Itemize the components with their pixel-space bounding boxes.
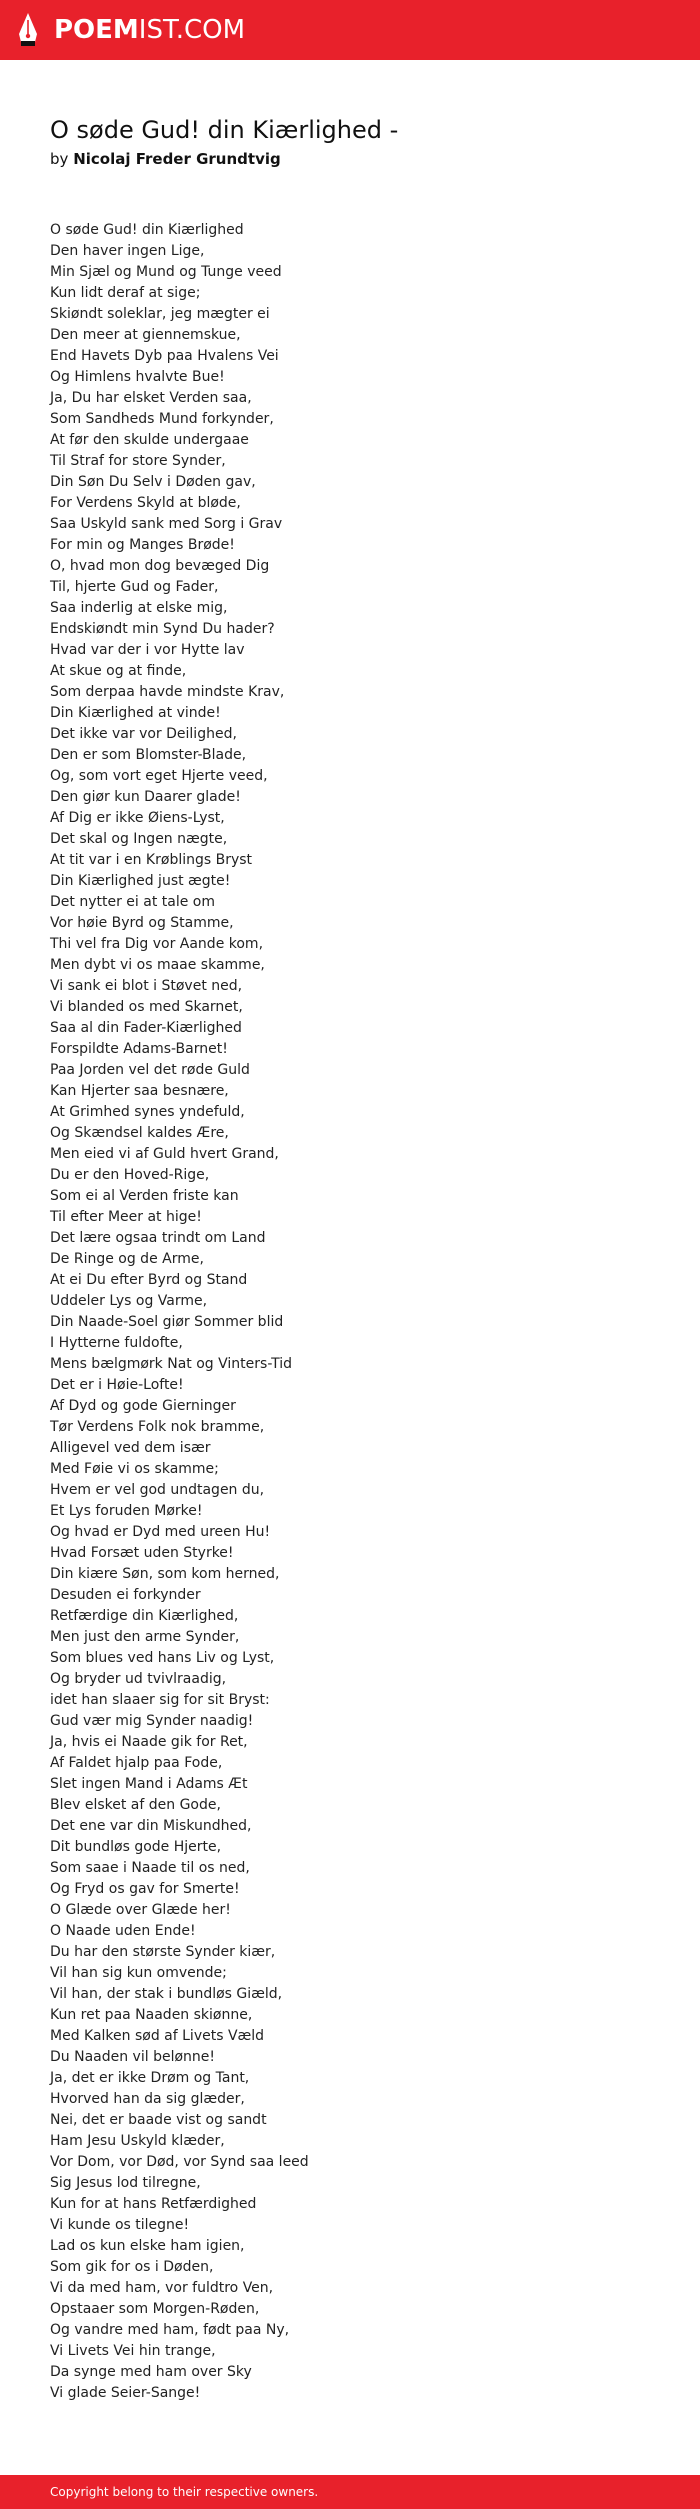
poem-line: Gud vær mig Synder naadig! xyxy=(50,1713,254,1729)
poem-line: Du Naaden vil belønne! xyxy=(50,2049,215,2065)
poem-line: Som saae i Naade til os ned, xyxy=(50,1860,250,1876)
copyright-text: Copyright belong to their respective owners. xyxy=(50,2485,319,2499)
poem-line: Endskiøndt min Synd Du hader? xyxy=(50,621,275,637)
poem-line: Af Dyd og gode Gierninger xyxy=(50,1398,236,1414)
poem-line: Vor Dom, vor Død, vor Synd saa leed xyxy=(50,2154,309,2170)
poem-line: Tør Verdens Folk nok bramme, xyxy=(50,1419,265,1435)
poem-line: Men eied vi af Guld hvert Grand, xyxy=(50,1146,279,1162)
poem-line: Vi kunde os tilegne! xyxy=(50,2217,190,2233)
poem-line: Kan Hjerter saa besnære, xyxy=(50,1083,229,1099)
poem-line: Min Sjæl og Mund og Tunge veed xyxy=(50,264,282,280)
site-logo-text xyxy=(54,12,245,48)
poem-line: O Naade uden Ende! xyxy=(50,1923,196,1939)
poem-line: De Ringe og de Arme, xyxy=(50,1251,204,1267)
poem-line: Nei, det er baade vist og sandt xyxy=(50,2112,267,2128)
poem-line: Sig Jesus lod tilregne, xyxy=(50,2175,201,2191)
site-header xyxy=(0,0,700,60)
poem-line: Og Skændsel kaldes Ære, xyxy=(50,1125,229,1141)
poem-line: Opstaaer som Morgen-Røden, xyxy=(50,2301,260,2317)
by-label: by xyxy=(50,150,69,168)
poem-line: Og, som vort eget Hjerte veed, xyxy=(50,768,268,784)
poem-line: Med Føie vi os skamme; xyxy=(50,1461,219,1477)
poem-line: Vi blanded os med Skarnet, xyxy=(50,999,243,1015)
poem-line: Uddeler Lys og Varme, xyxy=(50,1293,208,1309)
poem-line: O, hvad mon dog bevæged Dig xyxy=(50,558,270,574)
poem-line: Det nytter ei at tale om xyxy=(50,894,215,910)
poem-line: Det er i Høie-Lofte! xyxy=(50,1377,184,1393)
poem-body xyxy=(50,220,650,2404)
poem-line: Og Fryd os gav for Smerte! xyxy=(50,1881,240,1897)
site-logo[interactable] xyxy=(16,12,245,48)
poem-line: Den er som Blomster-Blade, xyxy=(50,747,247,763)
poem-line: Paa Jorden vel det røde Guld xyxy=(50,1062,250,1078)
poem-line: Desuden ei forkynder xyxy=(50,1587,201,1603)
poem-line: Men just den arme Synder, xyxy=(50,1629,240,1645)
poem-line: Hvem er vel god undtagen du, xyxy=(50,1482,265,1498)
poem-line: Som derpaa havde mindste Krav, xyxy=(50,684,285,700)
poem-line: At ei Du efter Byrd og Stand xyxy=(50,1272,248,1288)
poem-line: Vi Livets Vei hin trange, xyxy=(50,2343,216,2359)
poem-line: Vi glade Seier-Sange! xyxy=(50,2385,201,2401)
poem-line: Kun for at hans Retfærdighed xyxy=(50,2196,257,2212)
poem-line: Skiøndt soleklar, jeg mægter ei xyxy=(50,306,270,322)
poem-line: At skue og at finde, xyxy=(50,663,187,679)
poem-line: Thi vel fra Dig vor Aande kom, xyxy=(50,936,264,952)
poem-line: Som ei al Verden friste kan xyxy=(50,1188,239,1204)
poem-line: Din Naade-Soel giør Sommer blid xyxy=(50,1314,284,1330)
poem-line: Men dybt vi os maae skamme, xyxy=(50,957,265,973)
byline xyxy=(50,148,281,170)
poem-line: Din Kiærlighed at vinde! xyxy=(50,705,221,721)
poem-line: Vi da med ham, vor fuldtro Ven, xyxy=(50,2280,274,2296)
poem-line: For Verdens Skyld at bløde, xyxy=(50,495,241,511)
poem-line: Det skal og Ingen nægte, xyxy=(50,831,228,847)
poem-line: Det lære ogsaa trindt om Land xyxy=(50,1230,266,1246)
poem-line: Til Straf for store Synder, xyxy=(50,453,226,469)
poem-line: Som Sandheds Mund forkynder, xyxy=(50,411,274,427)
fountain-pen-nib-icon xyxy=(16,12,40,48)
poem-line: Og hvad er Dyd med ureen Hu! xyxy=(50,1524,271,1540)
poem-line: Den haver ingen Lige, xyxy=(50,243,205,259)
poem-line: Af Dig er ikke Øiens-Lyst, xyxy=(50,810,225,826)
poem-line: Saa al din Fader-Kiærlighed xyxy=(50,1020,242,1036)
poem-line: Den meer at giennemskue, xyxy=(50,327,241,343)
poem-line: Blev elsket af den Gode, xyxy=(50,1797,221,1813)
poem-line: Ja, det er ikke Drøm og Tant, xyxy=(50,2070,250,2086)
poem-line: Retfærdige din Kiærlighed, xyxy=(50,1608,239,1624)
poem-line: End Havets Dyb paa Hvalens Vei xyxy=(50,348,279,364)
poem-line: Det ikke var vor Deilighed, xyxy=(50,726,237,742)
poem-line: Et Lys foruden Mørke! xyxy=(50,1503,203,1519)
poem-line: Ja, Du har elsket Verden saa, xyxy=(50,390,252,406)
poem-line: Og bryder ud tvivlraadig, xyxy=(50,1671,227,1687)
poem-line: Hvad Forsæt uden Styrke! xyxy=(50,1545,234,1561)
poem-line: Vil han sig kun omvende; xyxy=(50,1965,227,1981)
poem-line: Med Kalken sød af Livets Væld xyxy=(50,2028,265,2044)
poem-line: Til, hjerte Gud og Fader, xyxy=(50,579,219,595)
poem-line: Lad os kun elske ham igien, xyxy=(50,2238,245,2254)
poem-line: Det ene var din Miskundhed, xyxy=(50,1818,252,1834)
poem-line: Din Kiærlighed just ægte! xyxy=(50,873,231,889)
poem-line: O søde Gud! din Kiærlighed xyxy=(50,222,244,238)
poem-line: Og vandre med ham, født paa Ny, xyxy=(50,2322,290,2338)
poem-line: Som gik for os i Døden, xyxy=(50,2259,214,2275)
poem-line: Du er den Hoved-Rige, xyxy=(50,1167,210,1183)
poem-line: Mens bælgmørk Nat og Vinters-Tid xyxy=(50,1356,292,1372)
poem-line: Som blues ved hans Liv og Lyst, xyxy=(50,1650,275,1666)
poem-line: idet han slaaer sig for sit Bryst: xyxy=(50,1692,270,1708)
logo-text-light: IST.COM xyxy=(138,15,246,45)
poem-line: O Glæde over Glæde her! xyxy=(50,1902,231,1918)
poem-line: Vil han, der stak i bundløs Giæld, xyxy=(50,1986,283,2002)
poem-line: Kun lidt deraf at sige; xyxy=(50,285,201,301)
poem-line: Vor høie Byrd og Stamme, xyxy=(50,915,234,931)
author-link[interactable]: Nicolaj Freder Grundtvig xyxy=(73,150,281,168)
poem-line: Slet ingen Mand i Adams Æt xyxy=(50,1776,248,1792)
poem-line: Saa inderlig at elske mig, xyxy=(50,600,228,616)
poem-line: Af Faldet hjalp paa Fode, xyxy=(50,1755,223,1771)
poem-line: Saa Uskyld sank med Sorg i Grav xyxy=(50,516,283,532)
poem-line: I Hytterne fuldofte, xyxy=(50,1335,183,1351)
site-footer xyxy=(0,2475,700,2509)
poem-line: At Grimhed synes yndefuld, xyxy=(50,1104,245,1120)
poem-line: Da synge med ham over Sky xyxy=(50,2364,252,2380)
poem-line: Forspildte Adams-Barnet! xyxy=(50,1041,228,1057)
logo-text-bold: POEM xyxy=(54,15,139,45)
poem-line: Dit bundløs gode Hjerte, xyxy=(50,1839,222,1855)
poem-line: At før den skulde undergaae xyxy=(50,432,249,448)
poem-title: O søde Gud! din Kiærlighed - xyxy=(50,116,399,144)
poem-line: Ham Jesu Uskyld klæder, xyxy=(50,2133,225,2149)
poem-line: Til efter Meer at hige! xyxy=(50,1209,202,1225)
poem-line: Den giør kun Daarer glade! xyxy=(50,789,241,805)
poem-line: Alligevel ved dem især xyxy=(50,1440,211,1456)
poem-line: Hvorved han da sig glæder, xyxy=(50,2091,245,2107)
poem-line: Ja, hvis ei Naade gik for Ret, xyxy=(50,1734,248,1750)
poem-line: Hvad var der i vor Hytte lav xyxy=(50,642,245,658)
poem-line: For min og Manges Brøde! xyxy=(50,537,235,553)
poem-line: Din Søn Du Selv i Døden gav, xyxy=(50,474,256,490)
poem-line: Du har den største Synder kiær, xyxy=(50,1944,276,1960)
poem-line: Og Himlens hvalvte Bue! xyxy=(50,369,225,385)
poem-line: Vi sank ei blot i Støvet ned, xyxy=(50,978,243,994)
poem-line: Din kiære Søn, som kom herned, xyxy=(50,1566,280,1582)
poem-line: At tit var i en Krøblings Bryst xyxy=(50,852,253,868)
poem-line: Kun ret paa Naaden skiønne, xyxy=(50,2007,253,2023)
